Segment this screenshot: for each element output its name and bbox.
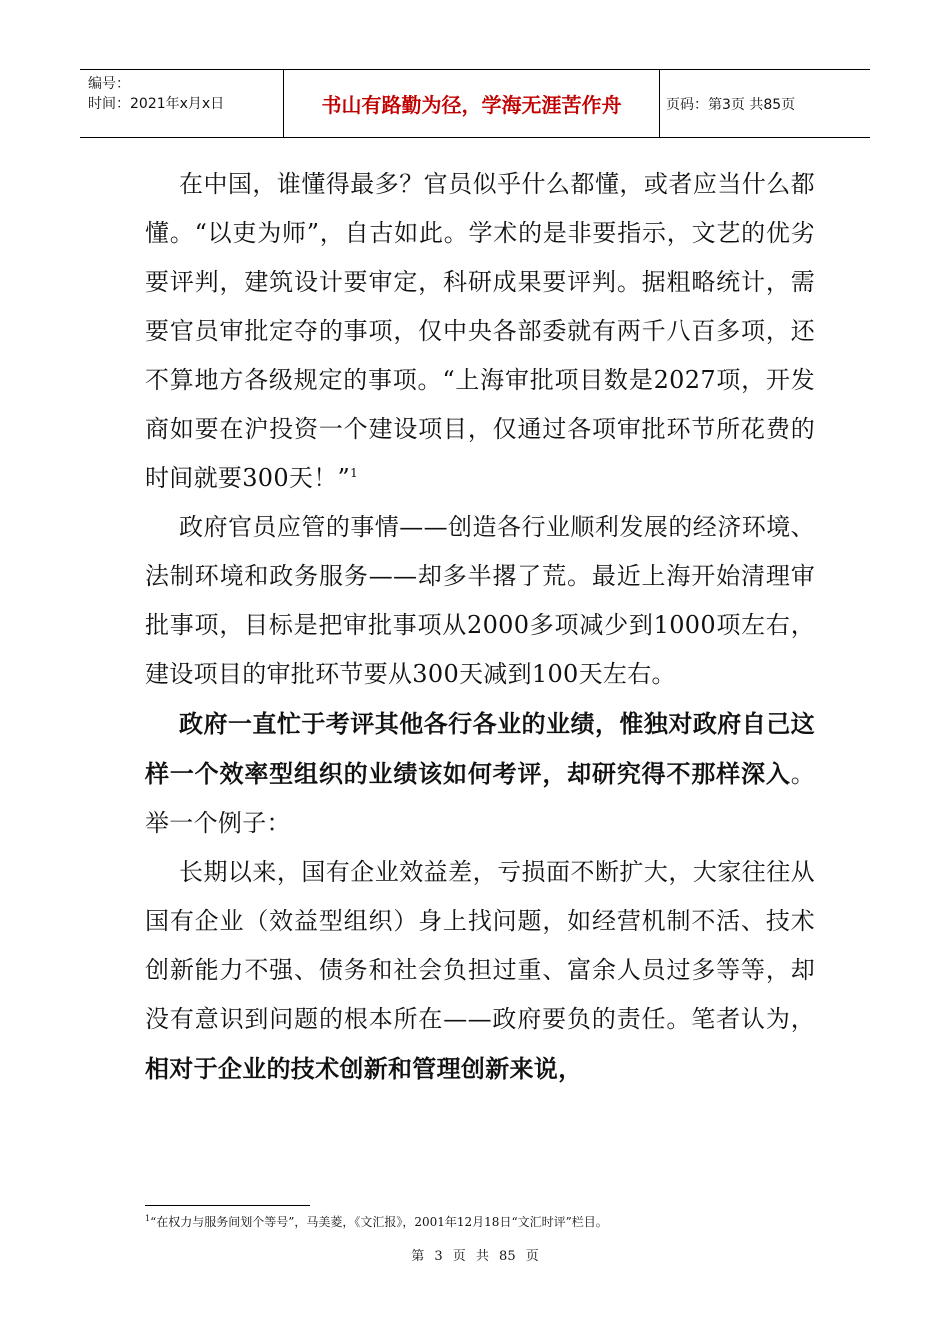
paragraph-text: 政府官员应管的事情——创造各行业顺利发展的经济环境、法制环境和政务服务——却多半撂了荒。最近上海开始清理审批事项，目标是把审批事项从2000多项减少到1000项左右，建设项目的审批环节要从300天减到100天左右。 bbox=[145, 513, 815, 688]
header-meta bbox=[80, 70, 284, 137]
header-time-label: 时间：2021年x月x日 bbox=[88, 96, 225, 112]
paragraph-text: 。举一个例子： bbox=[145, 760, 815, 837]
header-motto: 书山有路勤为径，学海无涯苦作舟 bbox=[284, 70, 660, 137]
paragraph bbox=[145, 503, 815, 699]
paragraph-text: 在中国，谁懂得最多？官员似乎什么都懂，或者应当什么都懂。“以吏为师”，自古如此。学术的是非要指示，文艺的优劣要评判，建筑设计要审定，科研成果要评判。据粗略统计，需要官员审批定夺的事项，仅中央各部委就有两千八百多项，还不算地方各级规定的事项。“上海审批项目数是2027项，开发商如要在沪投资一个建设项目，仅通过各项审批环节所花费的时间就要300天！” bbox=[145, 170, 815, 492]
footnote-divider bbox=[145, 1205, 310, 1206]
paragraph bbox=[145, 848, 815, 1094]
footnote-marker: 1 bbox=[145, 1214, 151, 1223]
page-footer: 第 3 页 共 85 页 bbox=[411, 1249, 539, 1264]
footnote bbox=[145, 1210, 845, 1231]
paragraph bbox=[145, 699, 815, 848]
footnote-text: “在权力与服务间划个等号”，马美菱，《文汇报》，2001年12月18日“文汇时评”栏目。 bbox=[150, 1215, 608, 1229]
paragraph-text: 长期以来，国有企业效益差，亏损面不断扩大，大家往往从国有企业（效益型组织）身上找问题，如经营机制不活、技术创新能力不强、债务和社会负担过重、富余人员过多等等，却没有意识到问题的根本所在——政府要负的责任。笔者认为， bbox=[145, 858, 815, 1033]
document-body bbox=[145, 160, 815, 1094]
paragraph-bold-text: 相对于企业的技术创新和管理创新来说， bbox=[145, 1054, 583, 1083]
page-header bbox=[80, 69, 870, 138]
header-code-label: 编号： bbox=[88, 76, 130, 92]
paragraph-bold-text: 政府一直忙于考评其他各行各业的业绩，惟独对政府自己这样一个效率型组织的业绩该如何考评，却研究得不那样深入 bbox=[145, 709, 815, 788]
footnote-ref[interactable]: 1 bbox=[350, 466, 359, 480]
paragraph bbox=[145, 160, 815, 503]
header-page-info: 页码：第3页 共85页 bbox=[666, 96, 796, 113]
